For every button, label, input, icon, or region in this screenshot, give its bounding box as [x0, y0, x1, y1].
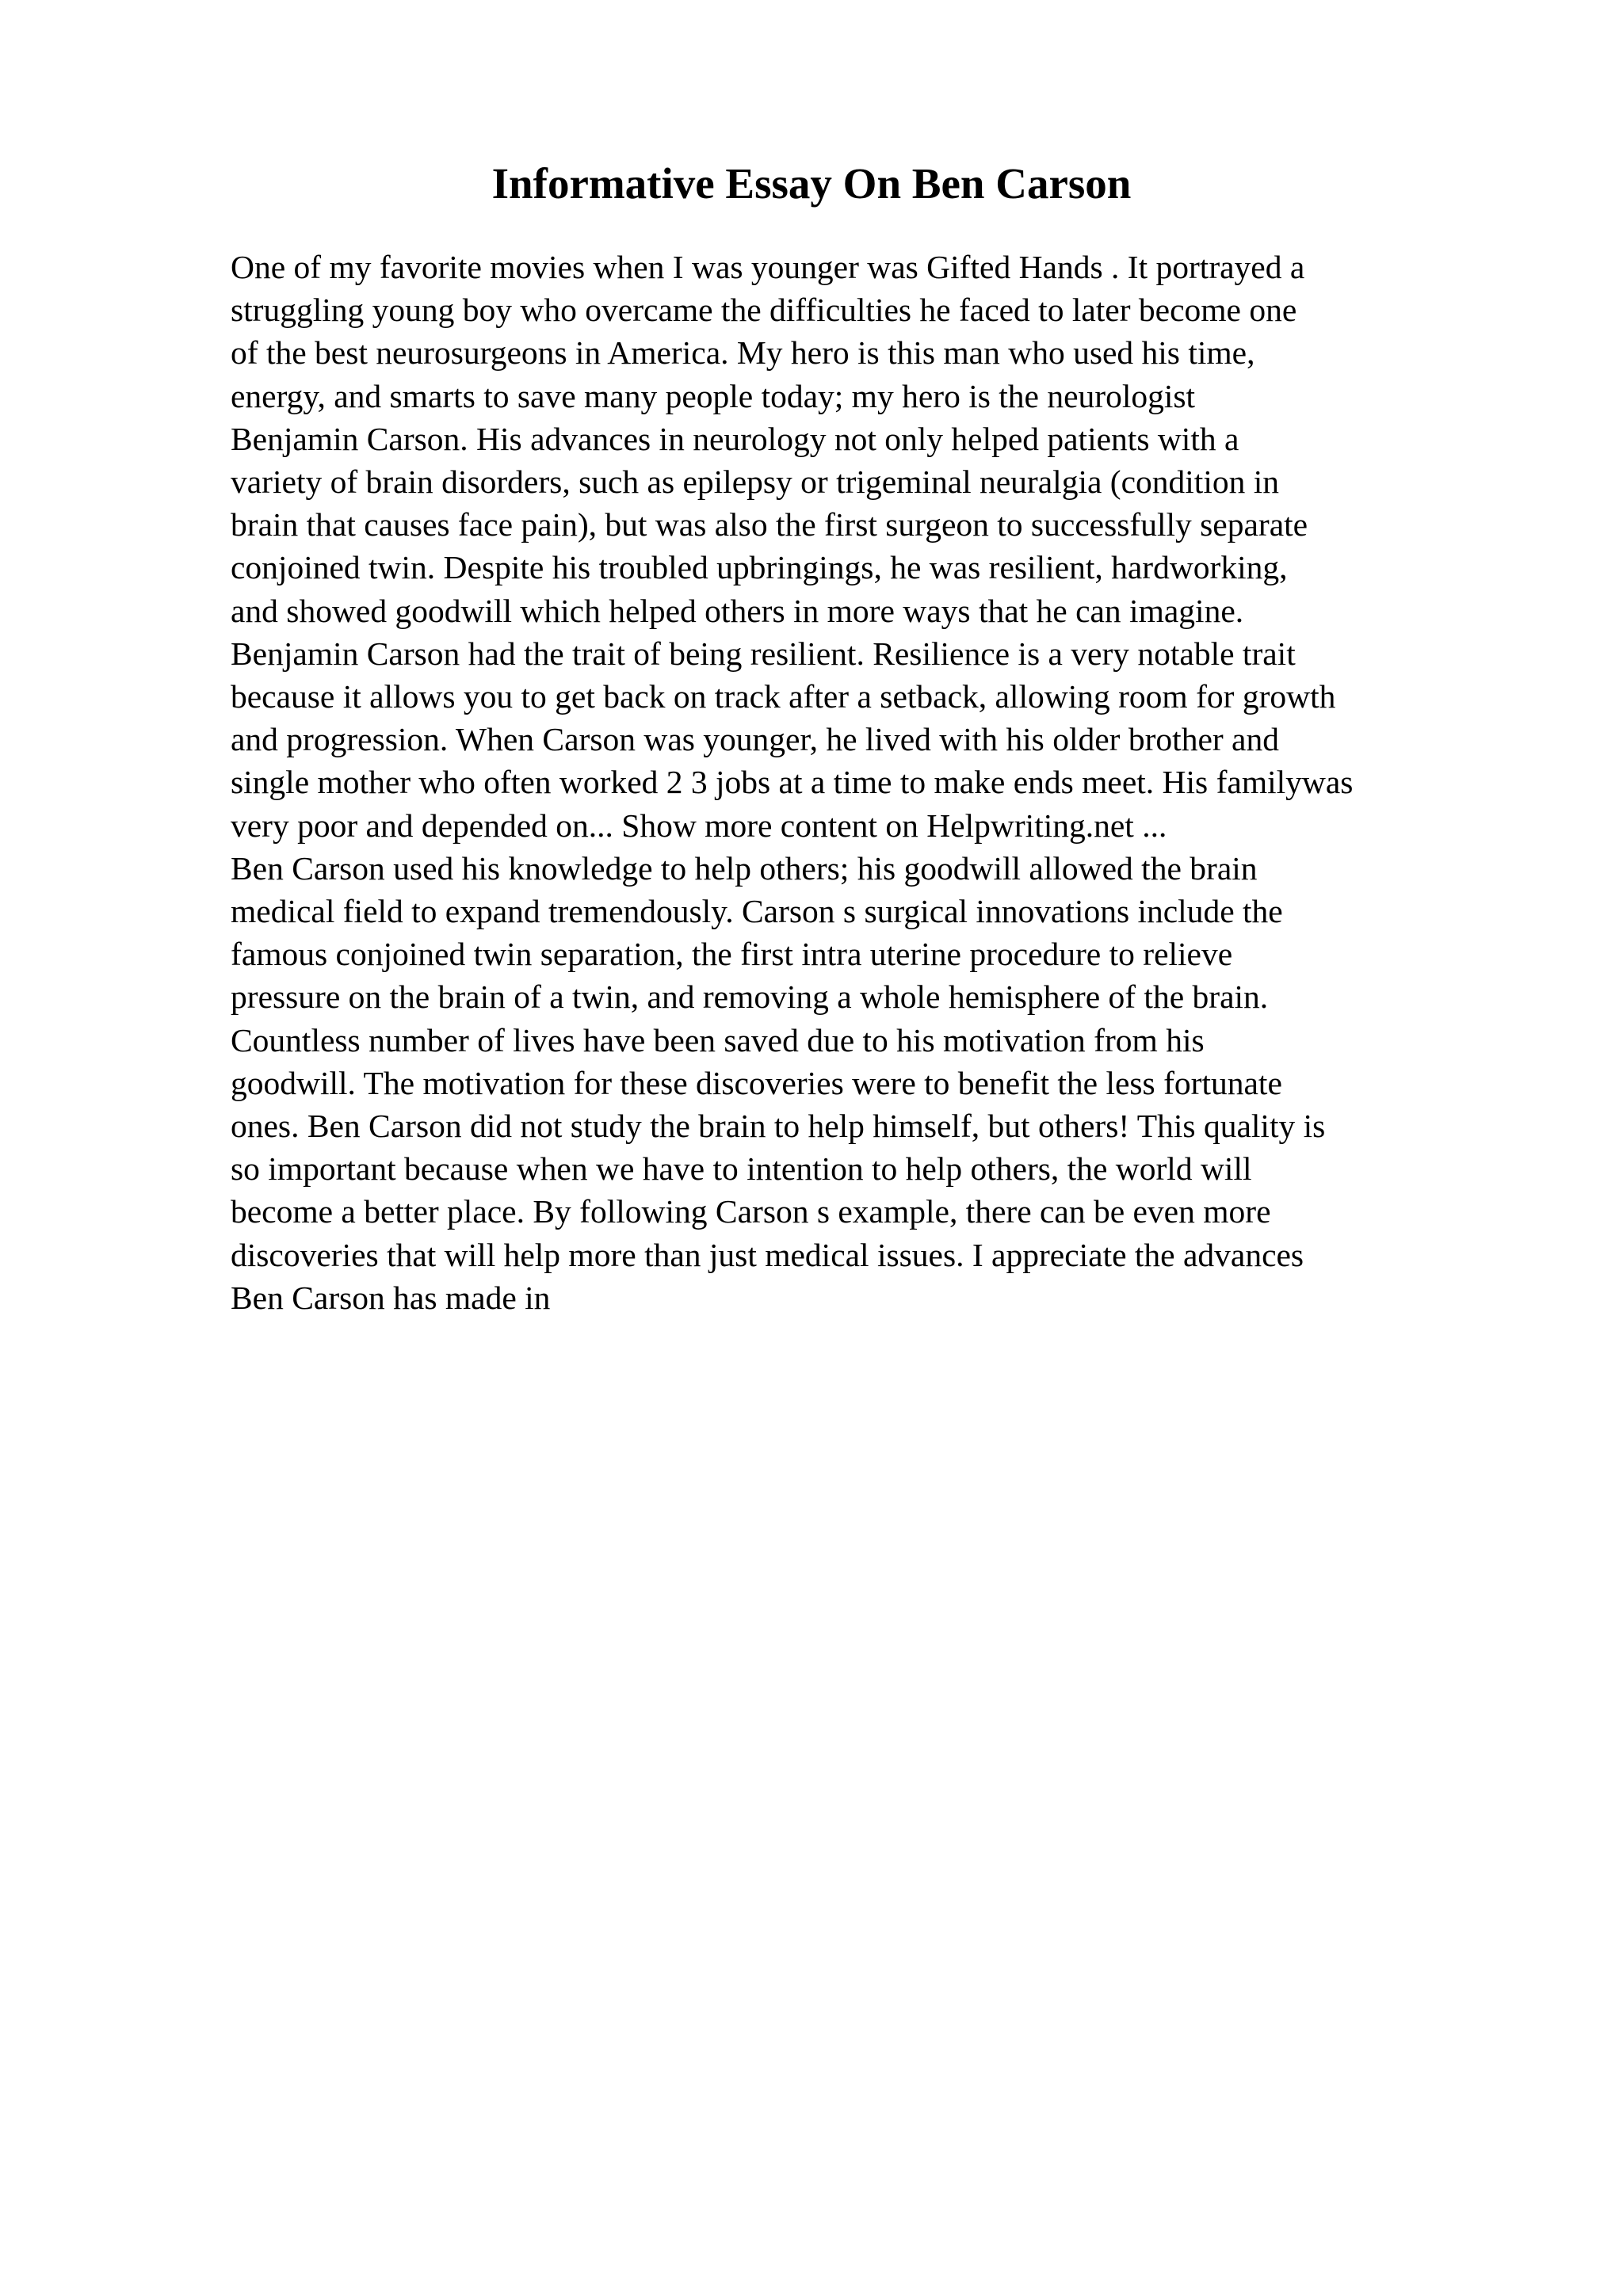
body-line: energy, and smarts to save many people today; my hero is the neurologist: [231, 377, 1196, 414]
body-line: Benjamin Carson. His advances in neurology not only helped patients with a: [231, 420, 1239, 457]
body-line: pressure on the brain of a twin, and removing a whole hemisphere of the brain.: [231, 978, 1269, 1016]
body-line: conjoined twin. Despite his troubled upbringings, he was resilient, hardworking,: [231, 549, 1288, 586]
body-line: Benjamin Carson had the trait of being resilient. Resilience is a very notable trait: [231, 635, 1296, 672]
body-line: Countless number of lives have been saved due to his motivation from his: [231, 1021, 1205, 1058]
body-line: struggling young boy who overcame the difficulties he faced to later become one: [231, 292, 1297, 329]
body-line: variety of brain disorders, such as epilepsy or trigeminal neuralgia (condition in: [231, 463, 1280, 501]
body-line: very poor and depended on... Show more content on Helpwriting.net ...: [231, 807, 1167, 844]
body-line: ones. Ben Carson did not study the brain to help himself, but others! This quality is: [231, 1108, 1326, 1145]
document-title: Informative Essay On Ben Carson: [491, 159, 1132, 208]
body-line: Ben Carson has made in: [231, 1279, 551, 1316]
body-line: and progression. When Carson was younger, he lived with his older brother and: [231, 721, 1279, 758]
body-line: medical field to expand tremendously. Carson s surgical innovations include the: [231, 893, 1283, 930]
body-line: so important because when we have to intention to help others, the world will: [231, 1150, 1252, 1188]
body-line: because it allows you to get back on track after a setback, allowing room for growth: [231, 678, 1336, 715]
body-line: famous conjoined twin separation, the first intra uterine procedure to relieve: [231, 936, 1233, 973]
body-line: Ben Carson used his knowledge to help others; his goodwill allowed the brain: [231, 849, 1258, 887]
body-line: discoveries that will help more than just medical issues. I appreciate the advances: [231, 1236, 1304, 1273]
body-line: of the best neurosurgeons in America. My hero is this man who used his time,: [231, 334, 1255, 372]
body-line: goodwill. The motivation for these discoveries were to benefit the less fortunate: [231, 1064, 1282, 1101]
body-line: One of my favorite movies when I was younger was Gifted Hands . It portrayed a: [231, 249, 1305, 285]
body-line: brain that causes face pain), but was also the first surgeon to successfully separate: [231, 506, 1308, 543]
document-body: [231, 246, 1623, 1319]
body-line: single mother who often worked 2 3 jobs at a time to make ends meet. His familywas: [231, 764, 1354, 801]
body-line: and showed goodwill which helped others in more ways that he can imagine.: [231, 592, 1244, 629]
body-line: become a better place. By following Carson s example, there can be even more: [231, 1193, 1271, 1230]
